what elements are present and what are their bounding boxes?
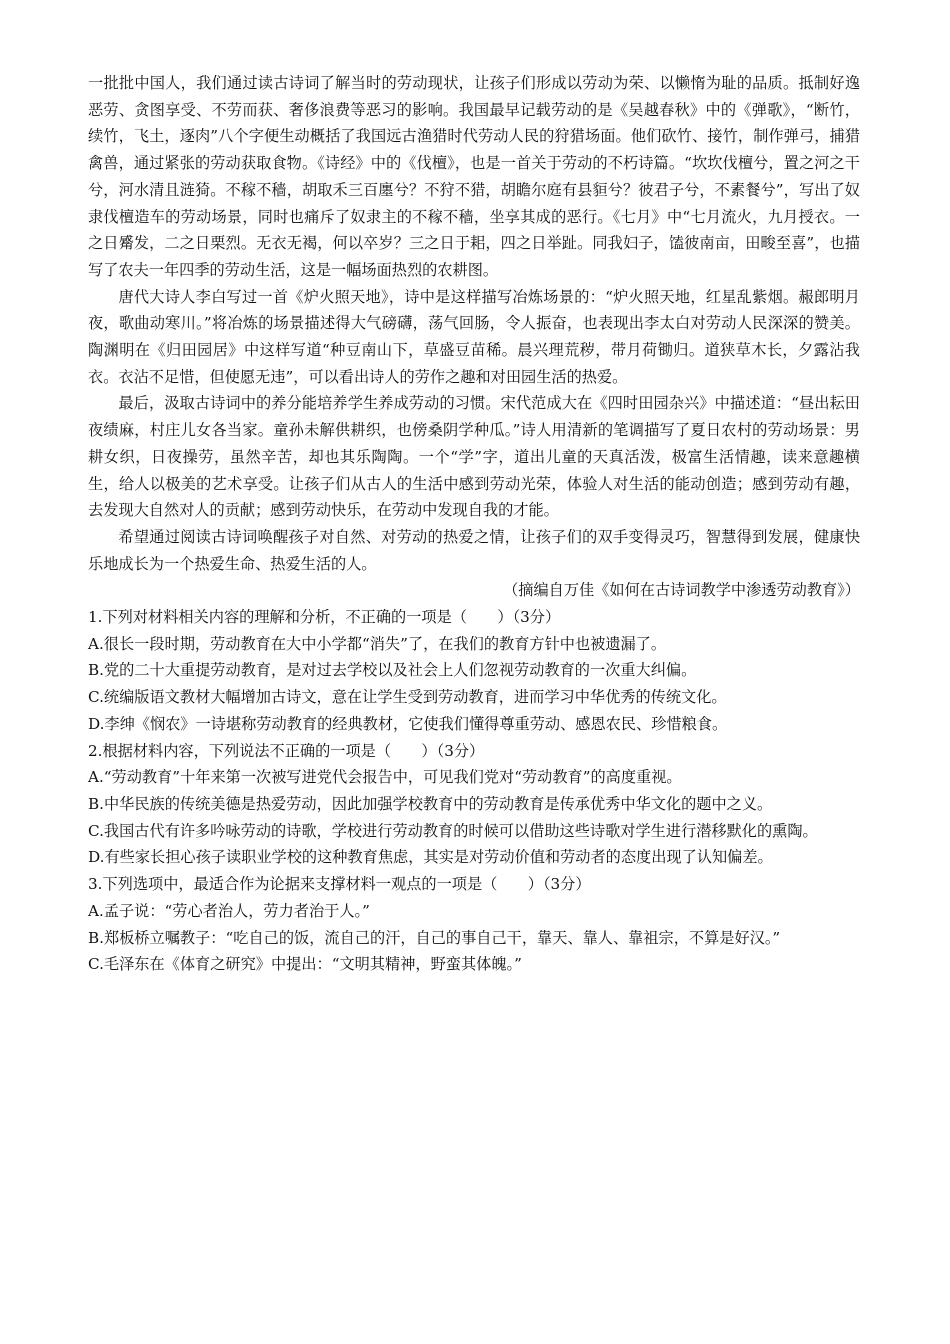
question-3-option-b: B.郑板桥立嘱教子：“吃自己的饭，流自己的汗，自己的事自己干，靠天、靠人、靠祖宗，不算是好汉。” bbox=[88, 928, 781, 947]
question-1-option-d: D.李绅《悯农》一诗堪称劳动教育的经典教材，它使我们懂得尊重劳动、感恩农民、珍惜粮食。 bbox=[88, 714, 728, 733]
question-1-stem: 1.下列对材料相关内容的理解和分析，不正确的一项是（ ）（3分） bbox=[88, 608, 561, 627]
paragraph-3: 最后，汲取古诗词中的养分能培养学生养成劳动的习惯。宋代范成大在《四时田园杂兴》中描述道：“昼出耘田夜绩麻，村庄儿女各当家。童孙未解供耕织，也傍桑阴学种瓜。”诗人用清新的笔调描写了夏日农村的劳动场景：男耕女织，日夜操劳，虽然辛苦，却也其乐陶陶。一个“学”字，道出儿童的天真活泼，极富生活情趣，读来意趣横生，给人以极美的艺术享受。让孩子们从古人的生活中感到劳动光荣，体验人对生活的能动创造；感到劳动有趣，去发现大自然对人的贡献；感到劳动快乐，在劳动中发现自我的才能。 bbox=[88, 394, 860, 520]
question-1-option-b: B.党的二十大重提劳动教育，是对过去学校以及社会上人们忽视劳动教育的一次重大纠偏。 bbox=[88, 661, 697, 680]
question-2-option-b: B.中华民族的传统美德是热爱劳动，因此加强学校教育中的劳动教育是传承优秀中华文化的题中之义。 bbox=[88, 794, 773, 813]
question-2-option-a: A.“劳动教育”十年来第一次被写进党代会报告中，可见我们党对“劳动教育”的高度重视。 bbox=[88, 768, 682, 787]
paragraph-2: 唐代大诗人李白写过一首《炉火照天地》，诗中是这样描写冶炼场景的：“炉火照天地，红星乱紫烟。赧郎明月夜，歌曲动寒川。”将冶炼的场景描述得大气磅礴，荡气回肠，令人振奋，也表现出李太白对劳动人民深深的赞美。陶渊明在《归田园居》中这样写道“种豆南山下，草盛豆苗稀。晨兴理荒秽，带月荷锄归。道狭草木长，夕露沾我衣。衣沾不足惜，但使愿无违”，可以看出诗人的劳作之趣和对田园生活的热爱。 bbox=[88, 287, 860, 386]
source-citation: （摘编自万佳《如何在古诗词教学中渗透劳动教育》） bbox=[503, 581, 860, 600]
document-page bbox=[88, 70, 860, 978]
paragraph-4: 希望通过阅读古诗词唤醒孩子对自然、对劳动的热爱之情，让孩子们的双手变得灵巧，智慧得到发展，健康快乐地成长为一个热爱生命、热爱生活的人。 bbox=[88, 527, 860, 573]
question-2-option-c: C.我国古代有许多吟咏劳动的诗歌，学校进行劳动教育的时候可以借助这些诗歌对学生进行潜移默化的熏陶。 bbox=[88, 821, 818, 840]
question-3-option-a: A.孟子说：“劳心者治人，劳力者治于人。” bbox=[88, 901, 370, 920]
question-2-option-d: D.有些家长担心孩子读职业学校的这种教育焦虑，其实是对劳动价值和劳动者的态度出现了认知偏差。 bbox=[88, 848, 773, 867]
paragraph-1: 一批批中国人，我们通过读古诗词了解当时的劳动现状，让孩子们形成以劳动为荣、以懒惰为耻的品质。抵制好逸恶劳、贪图享受、不劳而获、奢侈浪费等恶习的影响。我国最早记载劳动的是《吴越春秋》中的《弹歌》，“断竹，续竹，飞土，逐肉”八个字便生动概括了我国远古渔猎时代劳动人民的狩猎场面。他们砍竹、接竹，制作弹弓，捕猎禽兽，通过紧张的劳动获取食物。《诗经》中的《伐檀》，也是一首关于劳动的不朽诗篇。“坎坎伐檀兮，置之河之干兮，河水清且涟猗。不稼不穑，胡取禾三百廛兮？不狩不猎，胡瞻尔庭有县貆兮？彼君子兮，不素餐兮”，写出了奴隶伐檀造车的劳动场景，同时也痛斥了奴隶主的不稼不穑，坐享其成的恶行。《七月》中“七月流火，九月授衣。一之日觱发，二之日栗烈。无衣无褐，何以卒岁？三之日于耜，四之日举趾。同我妇子，馌彼南亩，田畯至喜”，也描写了农夫一年四季的劳动生活，这是一幅场面热烈的农耕图。 bbox=[88, 74, 860, 279]
question-1-option-a: A.很长一段时期，劳动教育在大中小学都“消失”了，在我们的教育方针中也被遗漏了。 bbox=[88, 634, 667, 653]
question-3-stem: 3.下列选项中，最适合作为论据来支撑材料一观点的一项是（ ）（3分） bbox=[88, 875, 591, 894]
question-3-option-c: C.毛泽东在《体育之研究》中提出：“文明其精神，野蛮其体魄。” bbox=[88, 955, 522, 974]
question-1-option-c: C.统编版语文教材大幅增加古诗文，意在让学生受到劳动教育，进而学习中华优秀的传统文化。 bbox=[88, 688, 727, 707]
question-2-stem: 2.根据材料内容，下列说法不正确的一项是（ ）（3分） bbox=[88, 741, 485, 760]
